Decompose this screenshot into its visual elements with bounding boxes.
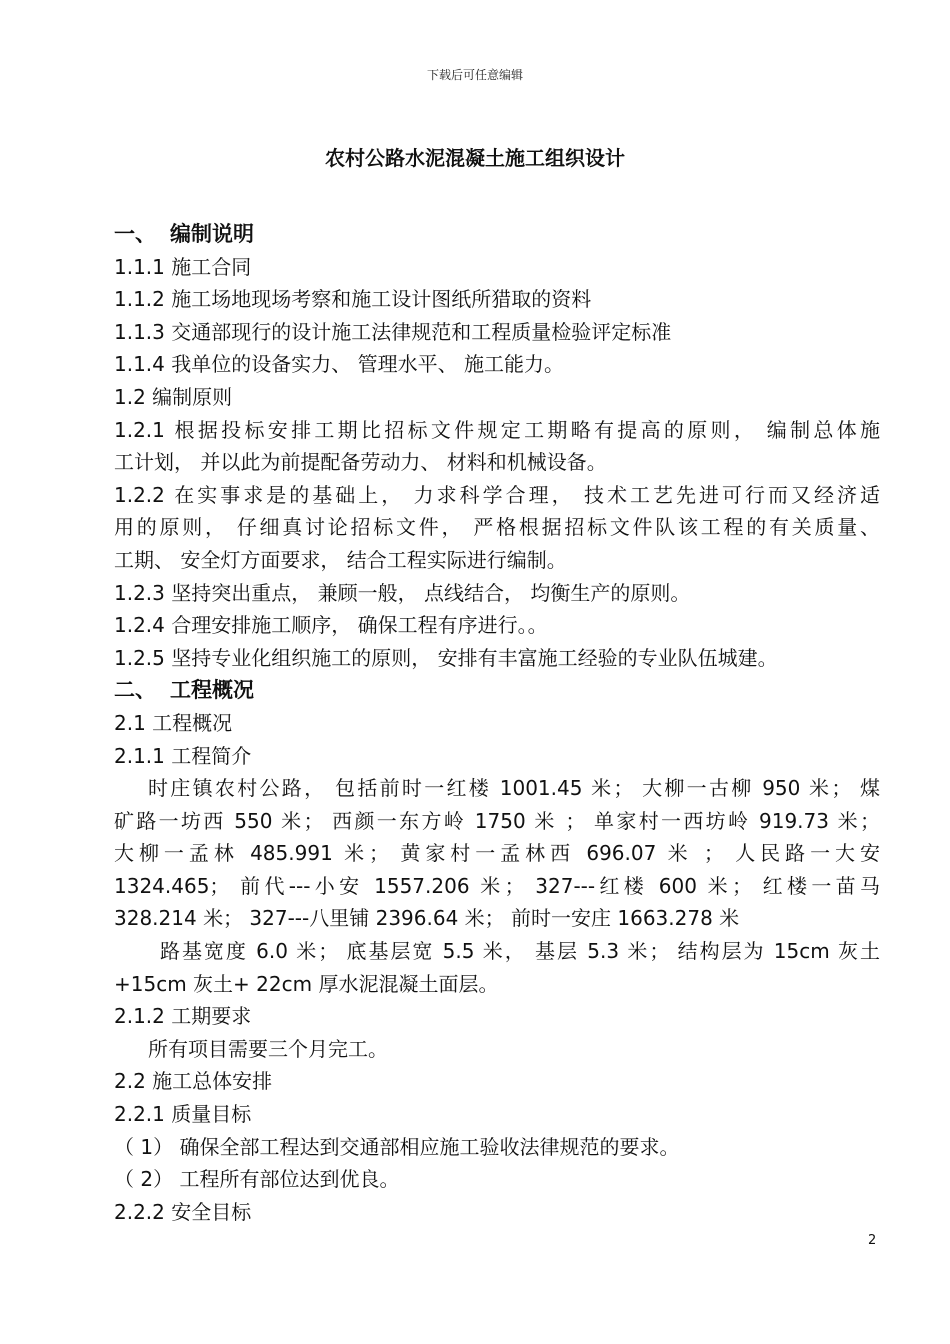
- text-line: 1.1.2 施工场地现场考察和施工设计图纸所猎取的资料: [114, 287, 592, 312]
- text-line: （ 1） 确保全部工程达到交通部相应施工验收法律规范的要求。: [114, 1134, 680, 1159]
- text-line: 1.1.1 施工合同: [114, 254, 252, 279]
- text-line: 1.2.5 坚持专业化组织施工的原则， 安排有丰富施工经验的专业队伍城建。: [114, 645, 778, 670]
- document-body: [114, 218, 880, 1228]
- text-line: 2.1.2 工期要求: [114, 1004, 252, 1029]
- text-line: 用的原则， 仔细真讨论招标文件， 严格根据招标文件队该工程的有关质量、: [114, 515, 880, 540]
- text-line: 2.2 施工总体安排: [114, 1069, 273, 1094]
- text-line: （ 2） 工程所有部位达到优良。: [114, 1167, 400, 1192]
- text-line: 工计划， 并以此为前提配备劳动力、 材料和机械设备。: [114, 450, 607, 475]
- section-heading-2: [114, 674, 880, 707]
- text-line: 2.1.1 工程简介: [114, 743, 252, 768]
- text-line: 路基宽度 6.0 米； 底基层宽 5.5 米， 基层 5.3 米； 结构层为 15cm 灰土: [160, 939, 880, 964]
- text-line: 1.1.4 我单位的设备实力、 管理水平、 施工能力。: [114, 352, 564, 377]
- text-line: 1.2 编制原则: [114, 384, 233, 409]
- text-line: 工期、 安全灯方面要求， 结合工程实际进行编制。: [114, 547, 567, 572]
- header-note: 下载后可任意编辑: [426, 68, 523, 82]
- text-line: 时庄镇农村公路， 包括前时一红楼 1001.45 米； 大柳一古柳 950 米； 煤: [148, 776, 880, 801]
- section-number: 二、: [114, 678, 156, 703]
- text-line: 2.1 工程概况: [114, 710, 233, 735]
- text-line: 328.214 米； 327---八里铺 2396.64 米； 前时一安庄 1663.278 米: [114, 906, 740, 931]
- text-line: 2.2.1 质量目标: [114, 1102, 252, 1127]
- text-line: 1.2.2 在实事求是的基础上， 力求科学合理， 技术工艺先进可行而又经济适: [114, 482, 880, 507]
- section-heading-1: [114, 218, 880, 251]
- document-title: 农村公路水泥混凝土施工组织设计: [325, 146, 625, 170]
- text-line: 2.2.2 安全目标: [114, 1199, 252, 1224]
- text-line: 1.2.3 坚持突出重点， 兼顾一般， 点线结合， 均衡生产的原则。: [114, 580, 691, 605]
- page-number: 2: [868, 1233, 877, 1248]
- text-line: 1.2.1 根据投标安排工期比招标文件规定工期略有提高的原则， 编制总体施: [114, 417, 880, 442]
- text-line: 矿路一坊西 550 米； 西颜一东方岭 1750 米 ； 单家村一西坊岭 919.73 米；: [114, 808, 880, 833]
- text-line: 大柳一孟林 485.991 米； 黄家村一孟林西 696.07 米 ； 人民路一大安: [114, 841, 880, 866]
- text-line: 1.1.3 交通部现行的设计施工法律规范和工程质量检验评定标准: [114, 319, 672, 344]
- section-title: 工程概况: [170, 678, 254, 703]
- text-line: 1324.465； 前代---小安 1557.206 米； 327---红楼 600 米； 红楼一苗马: [114, 873, 880, 898]
- text-line: 所有项目需要三个月完工。: [148, 1036, 388, 1061]
- text-line: 1.2.4 合理安排施工顺序， 确保工程有序进行。。: [114, 613, 548, 638]
- section-title: 编制说明: [170, 222, 254, 246]
- section-number: 一、: [114, 222, 156, 246]
- text-line: +15cm 灰土+ 22cm 厚水泥混凝土面层。: [114, 971, 499, 996]
